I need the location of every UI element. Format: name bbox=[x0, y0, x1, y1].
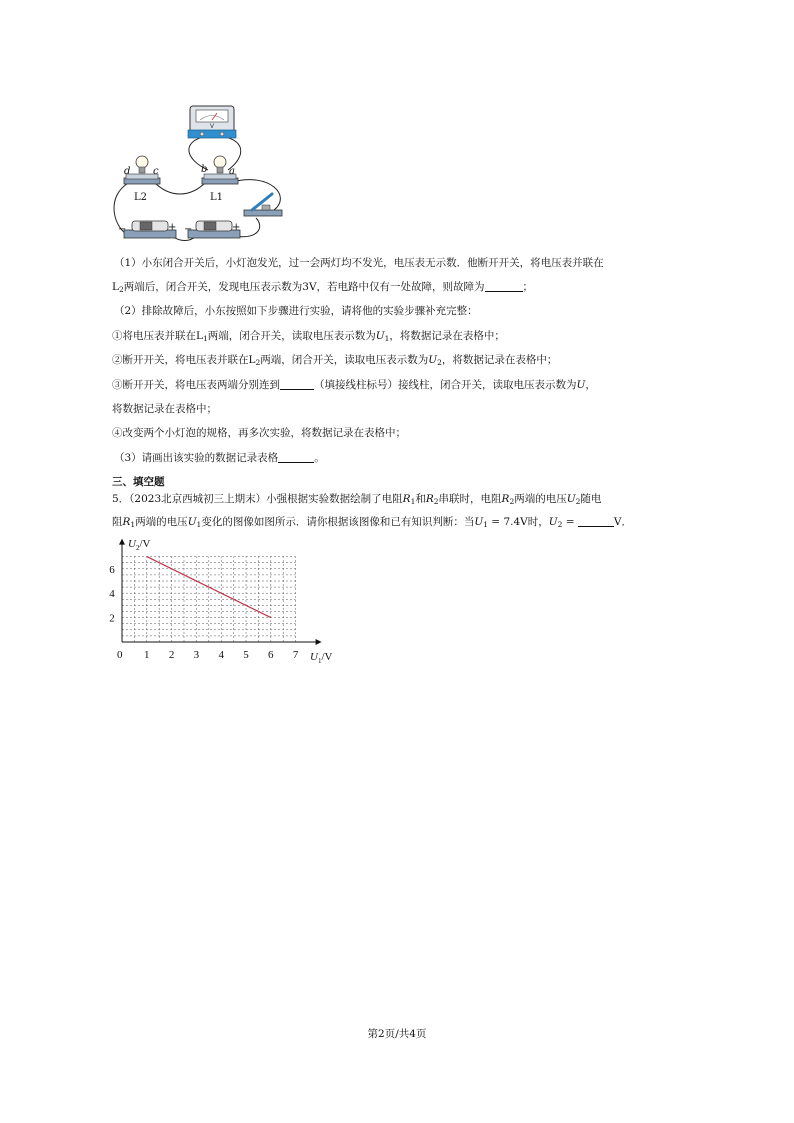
x-tick-label: 1 bbox=[144, 649, 150, 661]
step2-mid: 两端，闭合开关，读取电压表示数为 bbox=[260, 354, 429, 366]
q1-part3 bbox=[114, 451, 325, 465]
q5-l2-mid2: 变化的图像如图所示．请你根据该图像和已有知识判断：当 bbox=[201, 516, 475, 528]
q5-u1: U bbox=[187, 516, 197, 528]
q5-r1-sub: 1 bbox=[410, 497, 416, 506]
q5-l2-pre: 阻 bbox=[112, 516, 123, 528]
step1-pre: ①将电压表并联在L bbox=[112, 330, 203, 342]
battery-1-minus: − bbox=[118, 224, 127, 235]
answer-blank-terminals[interactable] bbox=[280, 378, 314, 390]
q1-part1-l: L bbox=[112, 281, 119, 293]
x-tick-label: 3 bbox=[193, 649, 200, 661]
q5-l1-mid2: 两端的电压 bbox=[514, 493, 567, 505]
terminal-label-d: d bbox=[124, 166, 131, 177]
voltmeter bbox=[188, 106, 236, 138]
q1-part1-line1 bbox=[114, 256, 604, 270]
lamp-name-l2: L2 bbox=[134, 192, 148, 203]
q5-r1b-sub: 1 bbox=[130, 520, 136, 529]
step1-sub: 1 bbox=[202, 334, 208, 343]
q5-and: 和 bbox=[415, 493, 426, 505]
voltage-chart bbox=[108, 532, 348, 672]
x-tick-label: 4 bbox=[218, 649, 224, 661]
q5-l1-mid: 串联时，电阻 bbox=[438, 493, 502, 505]
step2-sub: 2 bbox=[255, 358, 261, 367]
answer-blank-fault[interactable] bbox=[485, 280, 523, 292]
step1-post: ，将数据记录在表格中； bbox=[389, 330, 505, 342]
chart-y-label: $U_2/V$ bbox=[128, 538, 151, 552]
part3-pre: （3）请画出该实验的数据记录表格 bbox=[114, 452, 279, 464]
page-number: 第2页/共4页 bbox=[367, 1028, 427, 1040]
q5-u1c-sub: 1 bbox=[483, 520, 488, 529]
x-axis-arrow bbox=[316, 639, 322, 645]
battery-2-plus: + bbox=[232, 222, 241, 233]
q5-r2b-sub: 2 bbox=[509, 497, 515, 506]
q5-l1-pre: 5．（2023北京西城初三上期末）小强根据实验数据绘制了电阻 bbox=[112, 493, 403, 505]
y-axis-arrow bbox=[119, 539, 125, 545]
q1-part2 bbox=[114, 304, 478, 318]
step4-text: ④改变两个小灯泡的规格，再多次实验，将数据记录在表格中； bbox=[112, 427, 406, 439]
q5-u2-sub: 2 bbox=[575, 497, 581, 506]
step1-var-sub: 1 bbox=[384, 334, 390, 343]
q5-l2-eq2: = bbox=[562, 516, 578, 528]
y-tick-label: 2 bbox=[109, 612, 115, 625]
q5-u1c: U bbox=[474, 516, 484, 528]
q5-l2-mid: 两端的电压 bbox=[135, 516, 188, 528]
q1-step3-line1 bbox=[112, 378, 596, 392]
battery-2-minus: − bbox=[184, 224, 193, 235]
q5-line1 bbox=[112, 492, 601, 509]
lamp-l2 bbox=[124, 156, 160, 203]
step2-var-sub: 2 bbox=[437, 358, 442, 367]
q5-l1-end: 随电 bbox=[580, 493, 602, 505]
step3-mid: （填接线柱标号）接线柱，闭合开关，读取电压表示数为 bbox=[314, 379, 577, 391]
q5-r2-sub: 2 bbox=[433, 497, 439, 506]
step2-var: U bbox=[428, 354, 438, 366]
step3-text-b: 将数据记录在表格中； bbox=[112, 403, 217, 415]
chart-ticks bbox=[109, 564, 299, 661]
terminal-label-b: b bbox=[201, 164, 208, 175]
part3-post: 。 bbox=[314, 452, 325, 464]
chart-grid bbox=[122, 557, 296, 642]
section-title bbox=[112, 475, 165, 489]
step1-var: U bbox=[375, 330, 385, 342]
terminal-label-a: a bbox=[229, 166, 235, 177]
step1-mid: 两端，闭合开关，读取电压表示数为 bbox=[207, 330, 376, 342]
q5-u2c: U bbox=[548, 516, 558, 528]
page-footer bbox=[0, 1026, 794, 1041]
step2-post: ，将数据记录在表格中； bbox=[441, 354, 558, 366]
answer-blank-u2[interactable] bbox=[578, 515, 614, 527]
q1-part1-text-a: （1）小东闭合开关后，小灯泡发光，过一会两灯均不发光，电压表无示数．他断开开关，将电压表并联在 bbox=[114, 257, 604, 269]
q1-step3-line2 bbox=[112, 402, 217, 416]
lamp-name-l1: L1 bbox=[210, 192, 224, 203]
step3-var: U bbox=[576, 379, 586, 391]
q5-l2-eq: = 7.4V时， bbox=[487, 516, 549, 528]
q5-u1-sub: 1 bbox=[196, 520, 202, 529]
voltmeter-label: V bbox=[209, 124, 215, 130]
step2-pre: ②断开开关，将电压表并联在L bbox=[112, 354, 256, 366]
wire-l2-l1 bbox=[154, 182, 206, 194]
chart-origin-label: 0 bbox=[117, 649, 123, 661]
chart-axes bbox=[119, 539, 322, 645]
circuit-diagram bbox=[110, 102, 290, 248]
q5-r1b: R bbox=[122, 516, 131, 528]
q1-part1-end: ； bbox=[522, 281, 534, 293]
q5-r2b: R bbox=[501, 493, 510, 505]
step3-post: ， bbox=[585, 379, 596, 391]
q5-r2: R bbox=[425, 493, 434, 505]
x-tick-label: 2 bbox=[168, 649, 175, 661]
terminal-label-c: c bbox=[153, 166, 159, 177]
y-tick-label: 6 bbox=[109, 563, 115, 576]
q1-part2-text: （2）排除故障后，小东按照如下步骤进行实验，请将他的实验步骤补充完整： bbox=[114, 305, 478, 317]
q5-r1: R bbox=[402, 493, 411, 505]
answer-blank-table[interactable] bbox=[278, 451, 314, 463]
q5-line2 bbox=[112, 515, 632, 532]
q5-u2: U bbox=[566, 493, 576, 505]
q1-part1-text-b: 两端后，闭合开关，发现电压表示数为3V，若电路中仅有一处故障，则故障为 bbox=[123, 281, 485, 293]
x-tick-label: 5 bbox=[243, 649, 249, 661]
q1-step2 bbox=[112, 353, 557, 370]
x-tick-label: 6 bbox=[268, 649, 274, 661]
step3-pre: ③断开开关，将电压表两端分别连到 bbox=[112, 379, 280, 391]
switch bbox=[244, 194, 282, 216]
q1-step4 bbox=[112, 426, 406, 440]
x-tick-label: 7 bbox=[292, 649, 299, 661]
q5-u2c-sub: 2 bbox=[557, 520, 563, 529]
q1-part1-l-sub: 2 bbox=[118, 285, 124, 294]
lamp-l1 bbox=[201, 156, 238, 203]
battery-1 bbox=[118, 221, 176, 238]
q5-l2-unit: V． bbox=[613, 516, 632, 528]
battery-2 bbox=[184, 221, 240, 238]
q1-part1-line2 bbox=[112, 280, 533, 297]
chart-x-label: $U_1/V$ bbox=[310, 651, 333, 665]
y-tick-label: 4 bbox=[109, 588, 115, 601]
q1-step1 bbox=[112, 329, 505, 346]
section-title-text: 三、填空题 bbox=[112, 476, 165, 488]
battery-1-plus: + bbox=[168, 222, 177, 233]
